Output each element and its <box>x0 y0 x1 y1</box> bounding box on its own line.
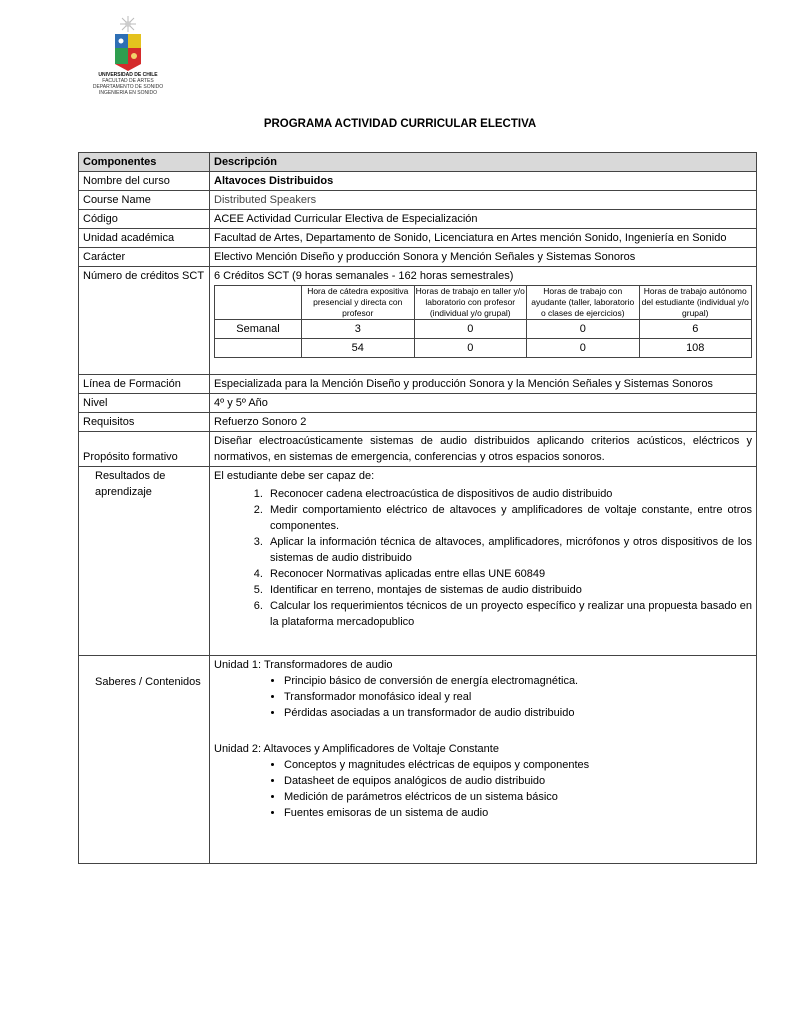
row-unidad <box>79 229 757 248</box>
credits-col-header: Horas de trabajo en taller y/o laboratorio con profesor (individual y/o grupal) <box>415 286 525 318</box>
credits-table <box>214 285 752 358</box>
creditos-summary: 6 Créditos SCT (9 horas semanales - 162 horas semestrales) <box>214 270 514 282</box>
credits-col-header: Horas de trabajo autónomo del estudiante (individual y/o grupal) <box>639 286 752 320</box>
list-item: 1. Reconocer cadena electroacústica de dispositivos de audio distribuido <box>266 486 752 502</box>
label-nombre: Nombre del curso <box>79 172 210 191</box>
value-caracter: Electivo Mención Diseño y producción Sonora y Mención Señales y Sistemas Sonoros <box>210 248 757 267</box>
value-course-name: Distributed Speakers <box>210 191 757 210</box>
credits-header-row <box>215 286 752 320</box>
list-item: 5. Identificar en terreno, montajes de sistemas de audio distribuido <box>266 582 752 598</box>
list-item: 2. Medir comportamiento eléctrico de altavoces y amplificadores de voltaje constante, entre otros componentes. <box>266 502 752 534</box>
credits-row-semanal <box>215 320 752 339</box>
credits-cell: 54 <box>302 339 415 358</box>
credits-cell: 6 <box>639 320 752 339</box>
label-saberes: Saberes / Contenidos <box>79 656 210 864</box>
row-codigo <box>79 210 757 229</box>
list-item: • Conceptos y magnitudes eléctricas de equipos y componentes <box>284 757 752 773</box>
row-course-name <box>79 191 757 210</box>
document-title: PROGRAMA ACTIVIDAD CURRICULAR ELECTIVA <box>263 118 537 130</box>
unit-1-list <box>214 673 752 721</box>
credits-row-label: Semanal <box>215 320 302 339</box>
unit-1-title: Unidad 1: Transformadores de audio <box>214 659 393 671</box>
credits-cell: 0 <box>414 320 527 339</box>
program-table <box>78 152 757 864</box>
value-nombre: Altavoces Distribuidos <box>210 172 757 191</box>
value-unidad: Facultad de Artes, Departamento de Sonido, Licenciatura en Artes mención Sonido, Ingeniería en Sonido <box>210 229 757 248</box>
row-caracter <box>79 248 757 267</box>
label-creditos: Número de créditos SCT <box>79 267 210 375</box>
value-requisitos: Refuerzo Sonoro 2 <box>210 413 757 432</box>
row-nivel <box>79 394 757 413</box>
credits-col-header: Hora de cátedra expositiva presencial y directa con profesor <box>302 286 415 320</box>
row-linea <box>79 375 757 394</box>
logo-text-department: DEPARTAMENTO DE SONIDO <box>92 84 164 90</box>
credits-cell: 0 <box>414 339 527 358</box>
value-codigo: ACEE Actividad Curricular Electiva de Especialización <box>210 210 757 229</box>
row-saberes <box>79 656 757 864</box>
list-item: • Fuentes emisoras de un sistema de audio <box>284 805 752 821</box>
list-item: • Medición de parámetros eléctricos de un sistema básico <box>284 789 752 805</box>
list-item: 4. Reconocer Normativas aplicadas entre ellas UNE 60849 <box>266 566 752 582</box>
label-course-name: Course Name <box>79 191 210 210</box>
logo-text-faculty: FACULTAD DE ARTES <box>102 78 154 84</box>
credits-cell: 3 <box>302 320 415 339</box>
resultados-list <box>214 486 752 630</box>
list-item: • Datasheet de equipos analógicos de audio distribuido <box>284 773 752 789</box>
resultados-intro: El estudiante debe ser capaz de: <box>214 470 375 482</box>
credits-cell: 108 <box>639 339 752 358</box>
value-nivel: 4º y 5º Año <box>210 394 757 413</box>
label-linea: Línea de Formación <box>79 375 210 394</box>
list-item: • Pérdidas asociadas a un transformador de audio distribuido <box>284 705 752 721</box>
unit-2-list <box>214 757 752 821</box>
row-requisitos <box>79 413 757 432</box>
logo-text-program: INGENIERIA EN SONIDO <box>98 90 158 96</box>
credits-corner-cell <box>215 286 302 320</box>
value-proposito: Diseñar electroacústicamente sistemas de audio distribuidos aplicando criterios acústicos, eléctricos y normativos, en sistemas de emergencia, conferencias y otros espacios sonoros. <box>210 432 757 467</box>
label-caracter: Carácter <box>79 248 210 267</box>
label-requisitos: Requisitos <box>79 413 210 432</box>
row-nombre <box>79 172 757 191</box>
label-codigo: Código <box>79 210 210 229</box>
credits-cell: 0 <box>527 339 640 358</box>
value-resultados <box>210 467 757 656</box>
header-descripcion: Descripción <box>210 153 757 172</box>
value-creditos <box>210 267 757 375</box>
unit-2-title: Unidad 2: Altavoces y Amplificadores de Voltaje Constante <box>214 743 499 755</box>
list-item: • Principio básico de conversión de energía electromagnética. <box>284 673 752 689</box>
label-unidad: Unidad académica <box>79 229 210 248</box>
university-logo <box>80 14 176 106</box>
credits-row-semestral <box>215 339 752 358</box>
university-crest-icon <box>111 14 145 72</box>
label-resultados: Resultados de aprendizaje <box>79 467 210 656</box>
value-saberes <box>210 656 757 864</box>
header-componentes: Componentes <box>79 153 210 172</box>
label-nivel: Nivel <box>79 394 210 413</box>
row-creditos <box>79 267 757 375</box>
credits-row-label <box>215 339 302 358</box>
row-proposito <box>79 432 757 467</box>
credits-cell: 0 <box>527 320 640 339</box>
list-item: • Transformador monofásico ideal y real <box>284 689 752 705</box>
credits-col-header: Horas de trabajo con ayudante (taller, laboratorio o clases de ejercicios) <box>527 286 640 320</box>
list-item: 3. Aplicar la información técnica de altavoces, amplificadores, micrófonos y otros dispositivos de los sistemas de audio distribuido <box>266 534 752 566</box>
table-header-row <box>79 153 757 172</box>
value-linea: Especializada para la Mención Diseño y producción Sonora y la Mención Señales y Sistemas Sonoros <box>210 375 757 394</box>
row-resultados <box>79 467 757 656</box>
label-proposito: Propósito formativo <box>79 432 210 467</box>
logo-text-university: UNIVERSIDAD DE CHILE <box>98 72 158 78</box>
list-item: 6. Calcular los requerimientos técnicos de un proyecto específico y realizar una propuesta basado en la plataforma mercadopublico <box>266 598 752 630</box>
